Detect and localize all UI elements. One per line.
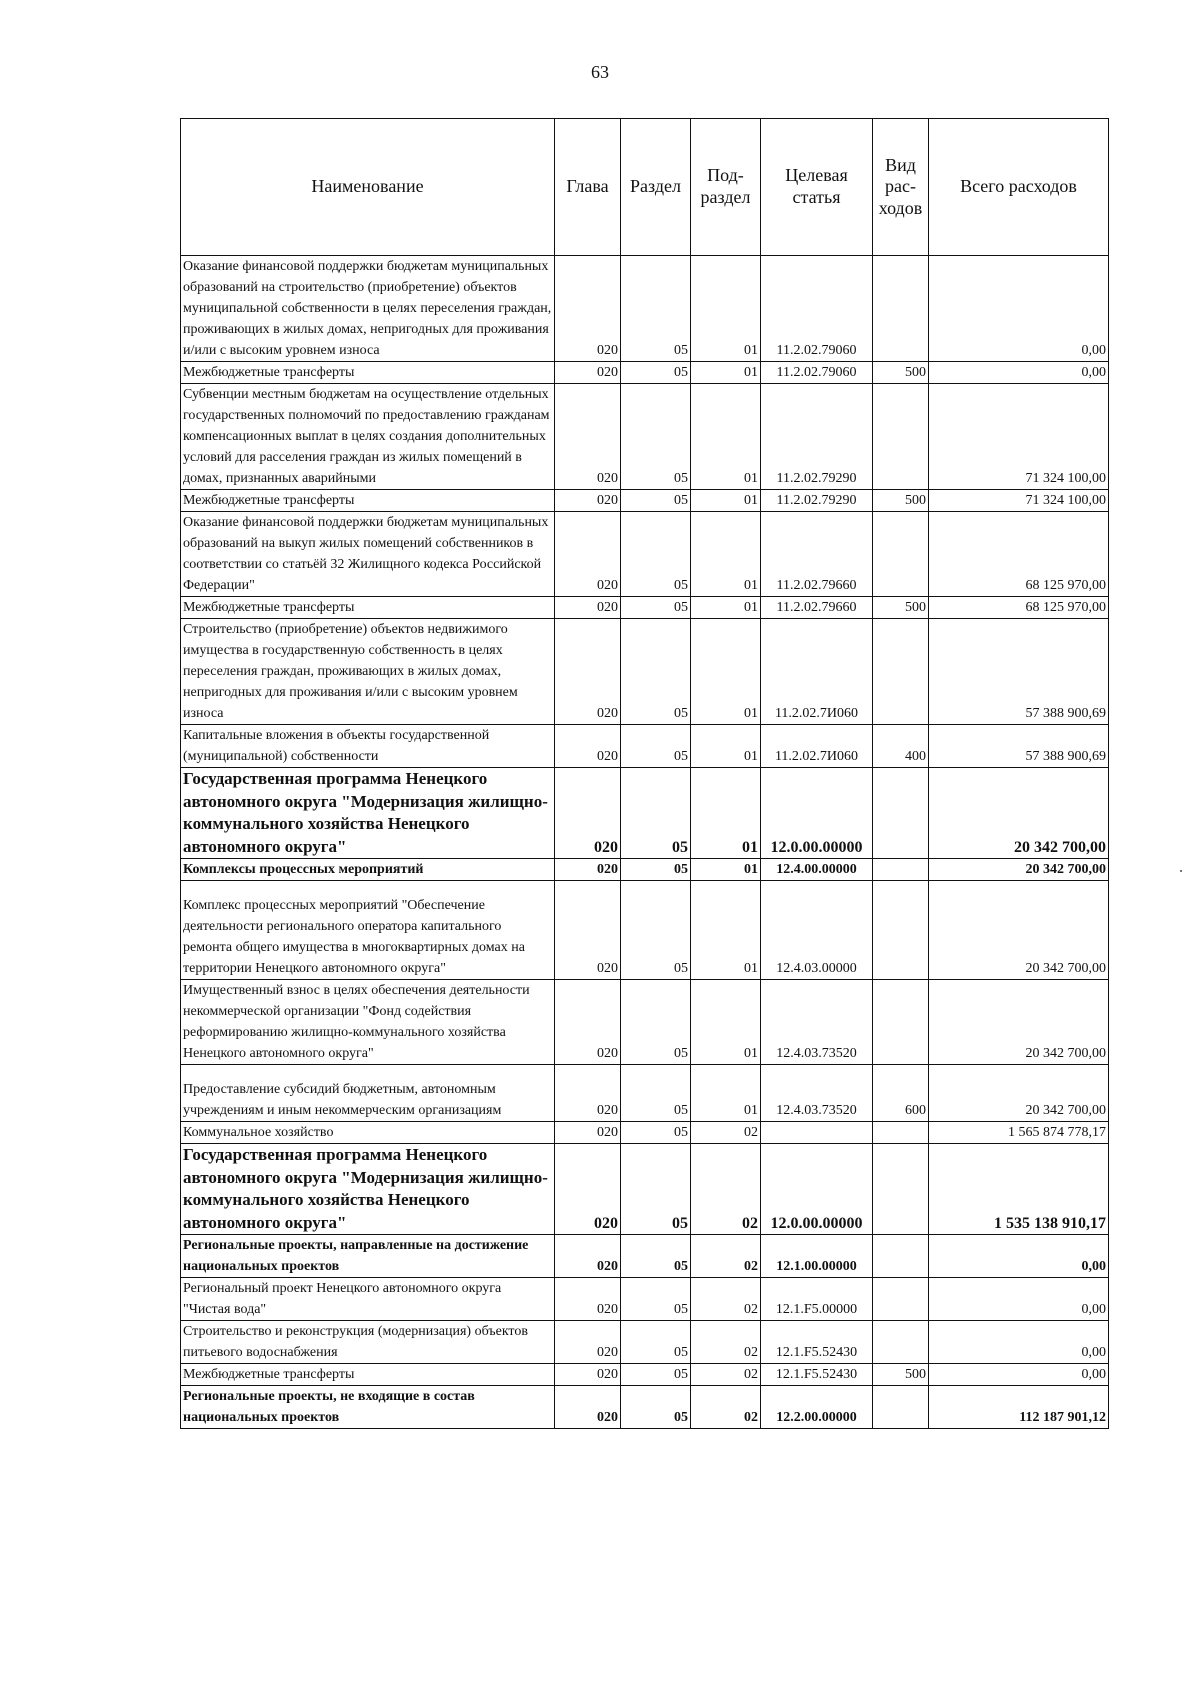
cell-total: 0,00 xyxy=(929,1278,1109,1321)
cell-target: 11.2.02.7И060 xyxy=(761,619,873,725)
header-razdel: Раздел xyxy=(621,119,691,256)
cell-glava: 020 xyxy=(555,362,621,384)
page-number: 63 xyxy=(591,62,609,82)
cell-name: Капитальные вложения в объекты государственной (муниципальной) собственности xyxy=(181,725,555,768)
cell-target: 12.4.03.73520 xyxy=(761,980,873,1065)
table-row xyxy=(181,1364,1109,1386)
cell-podrazdel: 01 xyxy=(691,859,761,881)
cell-total: 68 125 970,00 xyxy=(929,597,1109,619)
cell-target: 11.2.02.7И060 xyxy=(761,725,873,768)
cell-podrazdel: 02 xyxy=(691,1386,761,1429)
cell-podrazdel: 01 xyxy=(691,256,761,362)
cell-podrazdel: 02 xyxy=(691,1278,761,1321)
cell-target: 12.1.00.00000 xyxy=(761,1235,873,1278)
cell-name: Предоставление субсидий бюджетным, автономным учреждениям и иным некоммерческим организациям xyxy=(181,1065,555,1122)
cell-total: 20 342 700,00 xyxy=(929,768,1109,859)
cell-glava: 020 xyxy=(555,1278,621,1321)
cell-vid xyxy=(873,1122,929,1144)
cell-razdel: 05 xyxy=(621,725,691,768)
cell-glava: 020 xyxy=(555,512,621,597)
cell-name: Строительство (приобретение) объектов недвижимого имущества в государственную собственность в целях переселения граждан, проживающих в жилых домах, непригодных для проживания и/или с высоким уровнем износа xyxy=(181,619,555,725)
cell-target: 12.4.03.00000 xyxy=(761,881,873,980)
cell-podrazdel: 01 xyxy=(691,597,761,619)
cell-podrazdel: 02 xyxy=(691,1364,761,1386)
cell-total: 112 187 901,12 xyxy=(929,1386,1109,1429)
table-row xyxy=(181,1065,1109,1122)
cell-glava: 020 xyxy=(555,256,621,362)
cell-target: 11.2.02.79660 xyxy=(761,597,873,619)
cell-target: 11.2.02.79290 xyxy=(761,384,873,490)
cell-vid: 500 xyxy=(873,597,929,619)
cell-podrazdel: 01 xyxy=(691,619,761,725)
cell-glava: 020 xyxy=(555,725,621,768)
cell-razdel: 05 xyxy=(621,881,691,980)
cell-razdel: 05 xyxy=(621,1386,691,1429)
cell-vid xyxy=(873,768,929,859)
cell-podrazdel: 01 xyxy=(691,1065,761,1122)
cell-name: Строительство и реконструкция (модернизация) объектов питьевого водоснабжения xyxy=(181,1321,555,1364)
cell-total: 0,00 xyxy=(929,1364,1109,1386)
header-podrazdel: Под-раздел xyxy=(691,119,761,256)
header-target: Целевая статья xyxy=(761,119,873,256)
cell-vid xyxy=(873,256,929,362)
cell-vid xyxy=(873,1235,929,1278)
cell-razdel: 05 xyxy=(621,859,691,881)
cell-podrazdel: 01 xyxy=(691,362,761,384)
cell-podrazdel: 01 xyxy=(691,490,761,512)
table-row xyxy=(181,619,1109,725)
cell-vid: 500 xyxy=(873,490,929,512)
cell-total: 20 342 700,00 xyxy=(929,1065,1109,1122)
cell-glava: 020 xyxy=(555,881,621,980)
table-row xyxy=(181,1386,1109,1429)
cell-podrazdel: 01 xyxy=(691,384,761,490)
cell-target: 12.1.F5.52430 xyxy=(761,1321,873,1364)
table-row xyxy=(181,1122,1109,1144)
header-total: Всего расходов xyxy=(929,119,1109,256)
cell-podrazdel: 02 xyxy=(691,1235,761,1278)
cell-vid xyxy=(873,1386,929,1429)
cell-target: 12.2.00.00000 xyxy=(761,1386,873,1429)
cell-glava: 020 xyxy=(555,384,621,490)
header-vid: Вид рас-ходов xyxy=(873,119,929,256)
cell-name: Комплекс процессных мероприятий "Обеспечение деятельности регионального оператора капитального ремонта общего имущества в многоквартирных домах на территории Ненецкого автономного округа" xyxy=(181,881,555,980)
cell-total: 0,00 xyxy=(929,1235,1109,1278)
budget-table xyxy=(180,118,1109,1429)
cell-podrazdel: 01 xyxy=(691,512,761,597)
cell-razdel: 05 xyxy=(621,980,691,1065)
header-glava: Глава xyxy=(555,119,621,256)
cell-vid: 600 xyxy=(873,1065,929,1122)
cell-glava: 020 xyxy=(555,1364,621,1386)
cell-razdel: 05 xyxy=(621,1321,691,1364)
cell-glava: 020 xyxy=(555,859,621,881)
cell-name: Коммунальное хозяйство xyxy=(181,1122,555,1144)
cell-name: Межбюджетные трансферты xyxy=(181,362,555,384)
cell-total: 68 125 970,00 xyxy=(929,512,1109,597)
cell-total: 71 324 100,00 xyxy=(929,384,1109,490)
cell-podrazdel: 01 xyxy=(691,768,761,859)
cell-target: 11.2.02.79060 xyxy=(761,256,873,362)
cell-vid xyxy=(873,881,929,980)
header-name: Наименование xyxy=(181,119,555,256)
cell-name: Региональные проекты, не входящие в состав национальных проектов xyxy=(181,1386,555,1429)
cell-total: 20 342 700,00 xyxy=(929,980,1109,1065)
cell-total: 0,00 xyxy=(929,362,1109,384)
cell-total: 71 324 100,00 xyxy=(929,490,1109,512)
cell-razdel: 05 xyxy=(621,1364,691,1386)
table-row xyxy=(181,768,1109,859)
cell-target xyxy=(761,1122,873,1144)
cell-razdel: 05 xyxy=(621,597,691,619)
cell-total: 1 565 874 778,17 xyxy=(929,1122,1109,1144)
cell-total: 0,00 xyxy=(929,1321,1109,1364)
cell-target: 12.1.F5.52430 xyxy=(761,1364,873,1386)
cell-name: Региональные проекты, направленные на достижение национальных проектов xyxy=(181,1235,555,1278)
table-row xyxy=(181,256,1109,362)
cell-vid xyxy=(873,859,929,881)
table-row xyxy=(181,1235,1109,1278)
cell-target: 11.2.02.79660 xyxy=(761,512,873,597)
cell-name: Межбюджетные трансферты xyxy=(181,597,555,619)
cell-name: Оказание финансовой поддержки бюджетам муниципальных образований на выкуп жилых помещений собственников в соответствии со статьёй 32 Жилищного кодекса Российской Федерации" xyxy=(181,512,555,597)
cell-target: 12.4.00.00000 xyxy=(761,859,873,881)
cell-target: 12.0.00.00000 xyxy=(761,1144,873,1235)
cell-glava: 020 xyxy=(555,1144,621,1235)
cell-name: Государственная программа Ненецкого автономного округа "Модернизация жилищно-коммунального хозяйства Ненецкого автономного округа" xyxy=(181,768,555,859)
cell-razdel: 05 xyxy=(621,1235,691,1278)
cell-razdel: 05 xyxy=(621,490,691,512)
table-row xyxy=(181,384,1109,490)
cell-vid xyxy=(873,980,929,1065)
cell-total: 1 535 138 910,17 xyxy=(929,1144,1109,1235)
cell-razdel: 05 xyxy=(621,768,691,859)
cell-glava: 020 xyxy=(555,1386,621,1429)
cell-target: 11.2.02.79060 xyxy=(761,362,873,384)
cell-razdel: 05 xyxy=(621,256,691,362)
cell-glava: 020 xyxy=(555,1321,621,1364)
cell-glava: 020 xyxy=(555,980,621,1065)
cell-podrazdel: 02 xyxy=(691,1321,761,1364)
cell-total: 20 342 700,00 xyxy=(929,859,1109,881)
cell-name: Комплексы процессных мероприятий xyxy=(181,859,555,881)
cell-podrazdel: 02 xyxy=(691,1144,761,1235)
cell-razdel: 05 xyxy=(621,619,691,725)
table-row xyxy=(181,490,1109,512)
cell-name: Оказание финансовой поддержки бюджетам муниципальных образований на строительство (приобретение) объектов муниципальной собственности в целях переселения граждан, проживающих в жилых домах, непригодных для проживания и/или с высоким уровнем износа xyxy=(181,256,555,362)
cell-vid: 400 xyxy=(873,725,929,768)
cell-vid xyxy=(873,384,929,490)
margin-mark xyxy=(1180,870,1182,872)
cell-glava: 020 xyxy=(555,619,621,725)
cell-podrazdel: 01 xyxy=(691,725,761,768)
table-row xyxy=(181,980,1109,1065)
cell-glava: 020 xyxy=(555,768,621,859)
cell-vid: 500 xyxy=(873,362,929,384)
cell-name: Государственная программа Ненецкого автономного округа "Модернизация жилищно-коммунального хозяйства Ненецкого автономного округа" xyxy=(181,1144,555,1235)
cell-podrazdel: 02 xyxy=(691,1122,761,1144)
cell-total: 20 342 700,00 xyxy=(929,881,1109,980)
cell-glava: 020 xyxy=(555,1122,621,1144)
cell-podrazdel: 01 xyxy=(691,980,761,1065)
cell-target: 11.2.02.79290 xyxy=(761,490,873,512)
cell-razdel: 05 xyxy=(621,1278,691,1321)
cell-razdel: 05 xyxy=(621,1065,691,1122)
table-row xyxy=(181,859,1109,881)
cell-razdel: 05 xyxy=(621,1144,691,1235)
cell-razdel: 05 xyxy=(621,512,691,597)
cell-name: Межбюджетные трансферты xyxy=(181,490,555,512)
cell-glava: 020 xyxy=(555,1235,621,1278)
cell-target: 12.1.F5.00000 xyxy=(761,1278,873,1321)
cell-glava: 020 xyxy=(555,1065,621,1122)
cell-total: 0,00 xyxy=(929,256,1109,362)
table-row xyxy=(181,881,1109,980)
table-row xyxy=(181,1144,1109,1235)
table-row xyxy=(181,1278,1109,1321)
cell-total: 57 388 900,69 xyxy=(929,725,1109,768)
cell-target: 12.4.03.73520 xyxy=(761,1065,873,1122)
cell-name: Региональный проект Ненецкого автономного округа "Чистая вода" xyxy=(181,1278,555,1321)
cell-vid: 500 xyxy=(873,1364,929,1386)
cell-razdel: 05 xyxy=(621,1122,691,1144)
cell-razdel: 05 xyxy=(621,384,691,490)
table-row xyxy=(181,362,1109,384)
cell-glava: 020 xyxy=(555,597,621,619)
cell-vid xyxy=(873,512,929,597)
cell-vid xyxy=(873,1278,929,1321)
table-body xyxy=(181,256,1109,1429)
table-header-row xyxy=(181,119,1109,256)
cell-glava: 020 xyxy=(555,490,621,512)
cell-total: 57 388 900,69 xyxy=(929,619,1109,725)
table-row xyxy=(181,1321,1109,1364)
cell-name: Имущественный взнос в целях обеспечения деятельности некоммерческой организации "Фонд содействия реформированию жилищно-коммунального хозяйства Ненецкого автономного округа" xyxy=(181,980,555,1065)
cell-vid xyxy=(873,1321,929,1364)
cell-razdel: 05 xyxy=(621,362,691,384)
table-row xyxy=(181,725,1109,768)
cell-vid xyxy=(873,619,929,725)
cell-vid xyxy=(873,1144,929,1235)
table-row xyxy=(181,597,1109,619)
cell-name: Субвенции местным бюджетам на осуществление отдельных государственных полномочий по предоставлению гражданам компенсационных выплат в целях создания дополнительных условий для расселения граждан из жилых помещений в домах, признанных аварийными xyxy=(181,384,555,490)
cell-podrazdel: 01 xyxy=(691,881,761,980)
cell-name: Межбюджетные трансферты xyxy=(181,1364,555,1386)
cell-target: 12.0.00.00000 xyxy=(761,768,873,859)
table-row xyxy=(181,512,1109,597)
